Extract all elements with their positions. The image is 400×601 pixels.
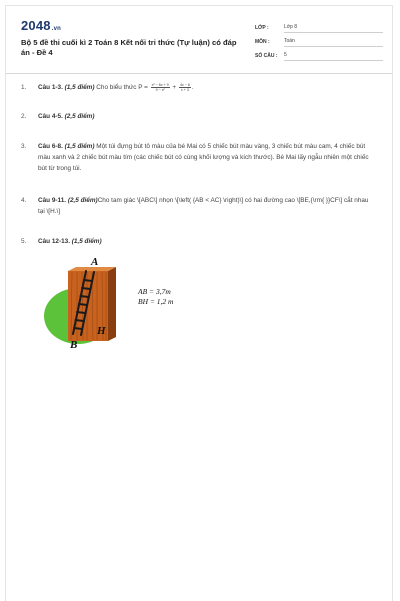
- question-4: [21, 195, 371, 217]
- caption-bh: BH = 1,2 m: [138, 297, 174, 306]
- question-text: Một túi đựng bút tô màu của bé Mai có 5 chiếc bút màu vàng, 3 chiếc bút màu cam, 4 chiếc bút màu xanh và 2 chiếc bút màu tím (các chiếc bút có cùng khối lượng và kích thước). Bé Mai lấy ngẫu nhiên một chiếc bút từ trong túi.: [38, 143, 369, 172]
- document-page: [5, 5, 393, 601]
- question-points: (2,5 điểm): [67, 197, 98, 204]
- fraction-denominator: 9 − x²: [155, 87, 165, 92]
- question-body: [38, 82, 371, 93]
- question-body: [38, 236, 371, 247]
- fraction-numerator: x² − 6x + 9: [151, 82, 169, 87]
- site-logo[interactable]: [21, 18, 61, 33]
- question-body: [38, 111, 371, 122]
- point-a-label: A: [91, 256, 99, 268]
- question-text: Cho biểu thức: [94, 84, 139, 91]
- question-number: 2.: [21, 113, 27, 120]
- fraction-denominator: x + 3: [180, 87, 189, 92]
- question-label: Câu 12-13.: [38, 238, 70, 245]
- formula-plus: +: [170, 84, 178, 91]
- logo-suffix: .vn: [51, 26, 62, 32]
- question-2: [21, 111, 371, 122]
- question-label: Câu 9-11.: [38, 197, 67, 204]
- question-points: (1,5 điểm): [64, 143, 95, 150]
- formula-fraction-1: [151, 83, 170, 92]
- fraction-numerator: 4x − 6: [179, 82, 190, 87]
- question-text: Cho tam giác \[ABC\] nhọn \[\left( {AB < AC} \right)\] có hai đường cao \[BE,{\rm{ }}CF\] cắt nhau tại \[H.\]: [38, 197, 369, 215]
- document-title: Bộ 5 đề thi cuối kì 2 Toán 8 Kết nối tri thức (Tự luận) có đáp án - Đề 4: [21, 38, 237, 57]
- question-points: (2,5 điểm): [64, 113, 95, 120]
- meta-value-subject: Toán: [284, 38, 383, 47]
- meta-label-class: LỚP :: [255, 25, 269, 31]
- meta-value-count: 5: [284, 52, 383, 61]
- question-1: [21, 82, 371, 93]
- question-body: [38, 195, 371, 217]
- logo-text: 2048: [21, 18, 51, 33]
- meta-value-class: Lớp 8: [284, 24, 383, 33]
- question-label: Câu 4-5.: [38, 113, 63, 120]
- ladder-figure: [44, 256, 194, 351]
- question-5: [21, 236, 371, 247]
- question-points: (1,5 điểm): [71, 238, 102, 245]
- meta-row-subject: [255, 34, 383, 47]
- question-label: Câu 6-8.: [38, 143, 63, 150]
- caption-ab: AB = 3,7m: [138, 287, 171, 296]
- wall-side: [108, 267, 116, 341]
- question-number: 4.: [21, 197, 27, 204]
- document-meta: [255, 20, 383, 62]
- question-number: 5.: [21, 238, 27, 245]
- meta-row-class: [255, 20, 383, 33]
- question-3: [21, 141, 371, 174]
- formula-fraction-2: [179, 83, 191, 92]
- meta-row-count: [255, 48, 383, 61]
- question-body: [38, 141, 371, 174]
- question-number: 1.: [21, 84, 27, 91]
- question-points: (1,5 điểm): [64, 84, 95, 91]
- question-label: Câu 1-3.: [38, 84, 63, 91]
- formula-prefix: P =: [138, 84, 150, 91]
- formula-suffix: .: [191, 84, 194, 91]
- header-divider: [6, 73, 392, 74]
- meta-label-subject: MÔN :: [255, 39, 270, 45]
- meta-label-count: SỐ CÂU :: [255, 53, 278, 59]
- point-b-label: B: [70, 339, 78, 351]
- question-number: 3.: [21, 143, 27, 150]
- point-h-label: H: [97, 325, 106, 337]
